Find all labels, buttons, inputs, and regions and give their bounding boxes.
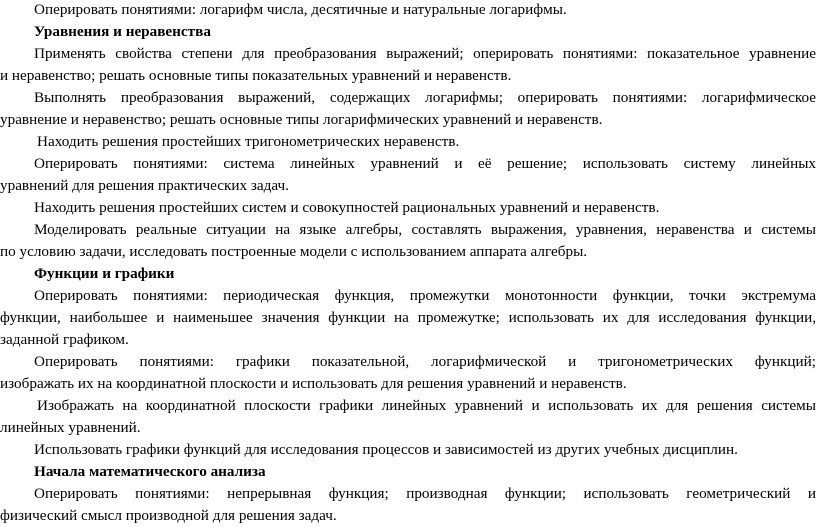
heading-functions-graphs: Функции и графики <box>34 265 175 282</box>
heading-calculus-basics: Начала математического анализа <box>34 463 266 480</box>
paragraph-periodic-function-line-1: Оперировать понятиями: периодическая функция, промежутки монотонности функции, точки экстремума <box>34 287 816 304</box>
paragraph-exponential-line-1: Применять свойства степени для преобразования выражений; оперировать понятиями: показательное уравнение <box>34 45 816 62</box>
paragraph-linear-system-line-1: Оперировать понятиями: система линейных уравнений и её решение; использовать систему линейных <box>34 155 816 172</box>
paragraph-logarithmic-line-2: уравнение и неравенство; решать основные типы логарифмических уравнений и неравенств. <box>0 111 603 128</box>
paragraph-rational-systems: Находить решения простейших систем и совокупностей рациональных уравнений и неравенств. <box>34 199 660 216</box>
paragraph-linear-graphs-line-1: Изображать на координатной плоскости графики линейных уравнений и использовать их для решения системы <box>37 397 816 414</box>
paragraph-derivative-line-1: Оперировать понятиями: непрерывная функция; производная функции; использовать геометрический и <box>34 485 816 502</box>
paragraph-modeling-line-1: Моделировать реальные ситуации на языке алгебры, составлять выражения, уравнения, неравенства и системы <box>34 221 816 238</box>
paragraph-exponential-line-2: и неравенство; решать основные типы показательных уравнений и неравенств. <box>0 67 512 84</box>
paragraph-periodic-function-line-2: функции, наибольшее и наименьшее значения функции на промежутке; использовать их для исследования функции, <box>0 309 816 326</box>
paragraph-logarithm-concepts: Оперировать понятиями: логарифм числа, десятичные и натуральные логарифмы. <box>34 1 567 18</box>
paragraph-modeling-line-2: по условию задачи, исследовать построенные модели с использованием аппарата алгебры. <box>0 243 588 260</box>
paragraph-logarithmic-line-1: Выполнять преобразования выражений, содержащих логарифмы; оперировать понятиями: логарифмическое <box>34 89 816 106</box>
paragraph-periodic-function-line-3: заданной графиком. <box>0 331 129 348</box>
paragraph-graphs-other-disciplines: Использовать графики функций для исследования процессов и зависимостей из других учебных дисциплин. <box>34 441 738 458</box>
paragraph-function-graphs-line-2: изображать их на координатной плоскости и использовать для решения уравнений и неравенств. <box>0 375 627 392</box>
paragraph-derivative-line-2: физический смысл производной для решения задач. <box>0 507 337 524</box>
paragraph-trigonometric-inequalities: Находить решения простейших тригонометрических неравенств. <box>37 133 460 150</box>
heading-equations-inequalities: Уравнения и неравенства <box>34 23 211 40</box>
paragraph-linear-system-line-2: уравнений для решения практических задач. <box>0 177 289 194</box>
paragraph-linear-graphs-line-2: линейных уравнений. <box>0 419 141 436</box>
paragraph-function-graphs-line-1: Оперировать понятиями: графики показательной, логарифмической и тригонометрических функций; <box>34 353 816 370</box>
